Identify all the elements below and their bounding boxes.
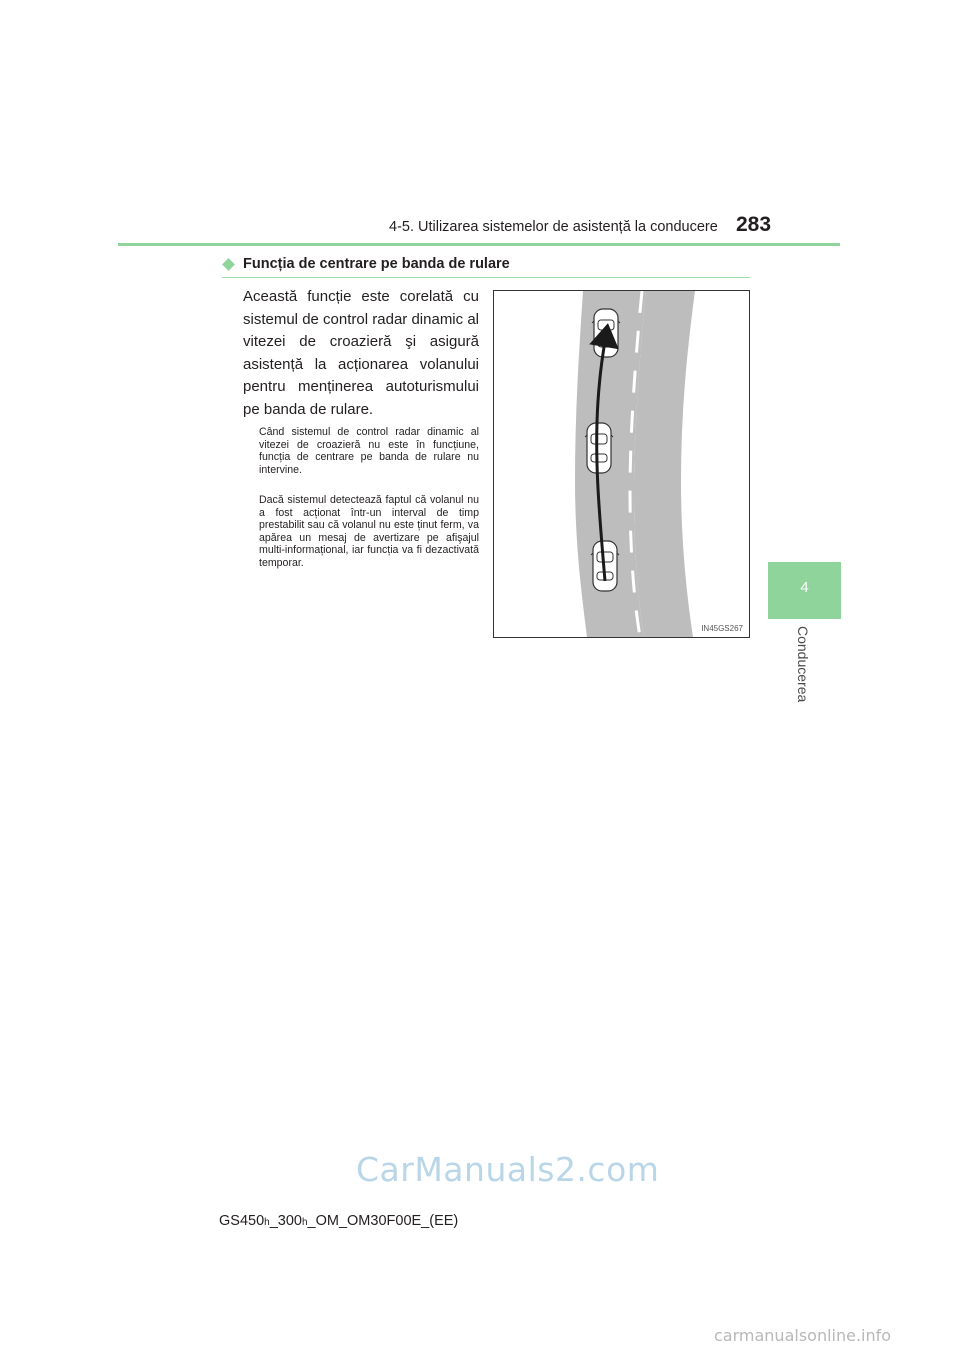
diamond-bullet-icon <box>222 258 235 271</box>
note-item: Când sistemul de control radar dinamic al vitezei de croazieră nu este în funcțiune, funcția de centrare pe banda de rulare nu intervine. <box>259 426 479 476</box>
doc-code-sub: h <box>301 1217 308 1228</box>
car-icon <box>592 309 620 357</box>
doc-code-prefix: GS450 <box>219 1213 265 1229</box>
figure-code: IN45GS267 <box>701 624 743 633</box>
header-title: 4-5. Utilizarea sistemelor de asistență la conducere <box>389 219 718 235</box>
road-illustration <box>494 291 749 637</box>
doc-code-mid: _300 <box>269 1213 302 1229</box>
section-rule <box>222 277 750 278</box>
section-heading <box>222 256 510 272</box>
section-heading-text: Funcția de centrare pe banda de rulare <box>243 256 510 272</box>
note-item: Dacă sistemul detectează faptul că volanul nu a fost acționat într-un interval de timp prestabilit sau că volanul nu este ținut ferm, va apărea un mesaj de avertizare pe afişajul multi-informațional, iar funcția va fi dezactivată temporar. <box>259 494 479 569</box>
page-number: 283 <box>736 213 772 236</box>
lane-centering-figure <box>493 290 750 638</box>
document-code <box>219 1213 458 1229</box>
watermark-text: carmanualsonline.info <box>714 1326 892 1345</box>
header-rule <box>118 243 840 246</box>
section-body: Această funcție este corelată cu sistemul de control radar dinamic al vitezei de croazieră şi asigură asistență la acționarea volanului pentru menținerea autoturismului pe banda de rulare. <box>243 288 479 418</box>
chapter-label: Conducerea <box>795 626 811 703</box>
chapter-tab[interactable]: 4 <box>768 562 841 619</box>
doc-code-suffix: _OM_OM30F00E_(EE) <box>307 1213 459 1229</box>
doc-code-sub: h <box>264 1217 270 1228</box>
car-icon <box>585 423 613 473</box>
watermark-logo: CarManuals2.com <box>356 1150 660 1189</box>
